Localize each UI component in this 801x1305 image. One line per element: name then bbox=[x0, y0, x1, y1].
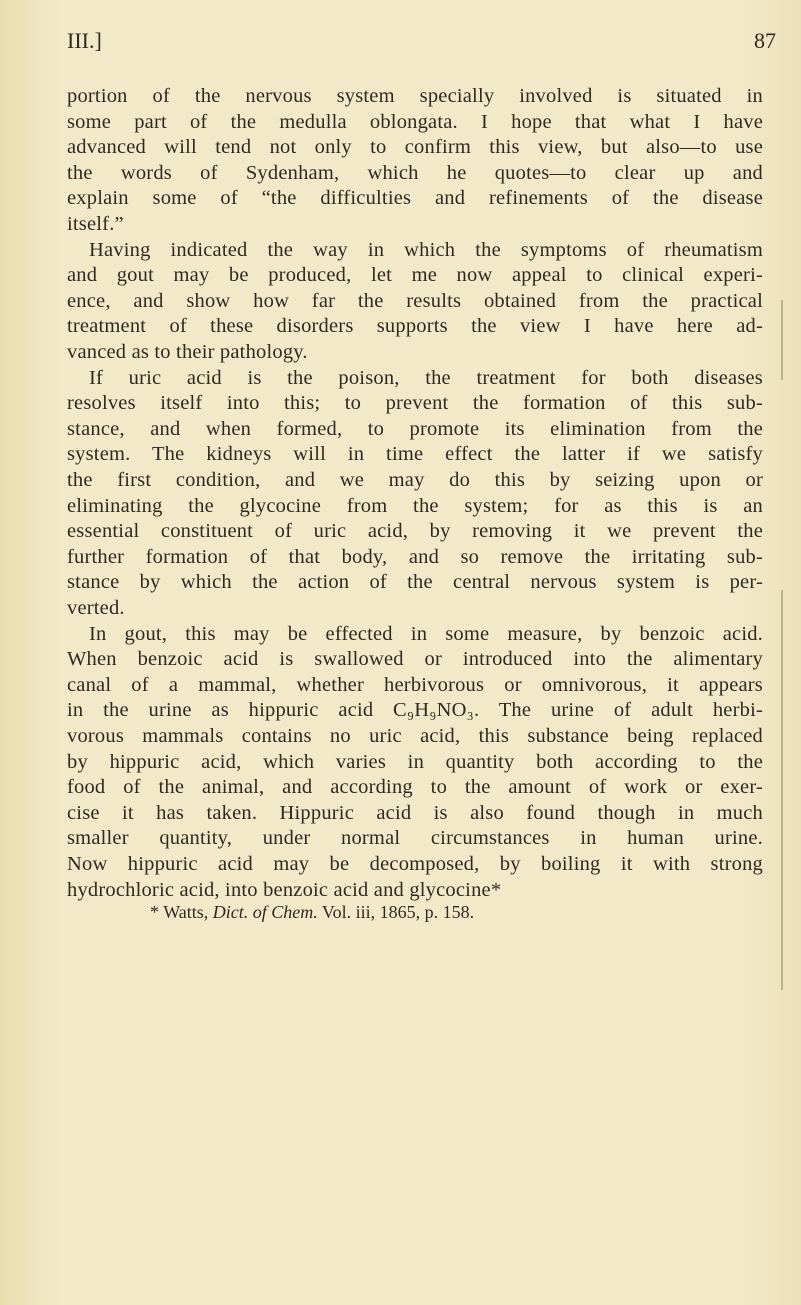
text-line: In gout, this may be effected in some measure, by benzoic acid. bbox=[89, 622, 763, 645]
text-line: food of the animal, and according to the amount of work or exer- bbox=[67, 776, 763, 799]
footnote-rest: Vol. iii, 1865, p. 158. bbox=[321, 902, 475, 922]
text-line: portion of the nervous system specially involved is situated in bbox=[67, 85, 763, 107]
text-line: When benzoic acid is swallowed or introduced into the alimentary bbox=[67, 648, 763, 671]
text-line: canal of a mammal, whether herbivorous or omnivorous, it appears bbox=[67, 673, 763, 696]
footnote bbox=[150, 902, 474, 923]
text-line: vorous mammals contains no uric acid, this substance being replaced bbox=[67, 725, 763, 747]
page-edge-shadow bbox=[781, 590, 783, 990]
text-line: itself.” bbox=[67, 213, 124, 235]
footnote-marker: * bbox=[150, 902, 159, 922]
text-line: ence, and show how far the results obtained from the practical bbox=[67, 289, 763, 312]
text-line: by hippuric acid, which varies in quantity both according to the bbox=[67, 750, 763, 773]
text-line: advanced will tend not only to confirm this view, but also—to use bbox=[67, 136, 763, 159]
footnote-title: Dict. of Chem. bbox=[212, 902, 318, 922]
text-line: explain some of “the difficulties and refinements of the disease bbox=[67, 187, 763, 210]
page-edge-shadow bbox=[781, 300, 783, 380]
text-line: in the urine as hippuric acid C₉H₉NO₃. The urine of adult herbi- bbox=[67, 699, 763, 722]
text-line: the words of Sydenham, which he quotes—to clear up and bbox=[67, 161, 763, 184]
footnote-author: Watts, bbox=[163, 902, 209, 922]
text-line: treatment of these disorders supports the view I have here ad- bbox=[67, 315, 763, 338]
text-line: resolves itself into this; to prevent the formation of this sub- bbox=[67, 392, 763, 415]
text-line: further formation of that body, and so remove the irritating sub- bbox=[67, 545, 763, 568]
text-line: system. The kidneys will in time effect the latter if we satisfy bbox=[67, 443, 763, 466]
text-line: hydrochloric acid, into benzoic acid and glycocine* bbox=[67, 878, 502, 901]
text-line: cise it has taken. Hippuric acid is also found though in much bbox=[67, 801, 763, 824]
text-line: stance by which the action of the central nervous system is per- bbox=[67, 571, 763, 594]
text-line: Having indicated the way in which the symptoms of rheumatism bbox=[89, 238, 763, 261]
text-line: some part of the medulla oblongata. I hope that what I have bbox=[67, 110, 763, 133]
text-line: Now hippuric acid may be decomposed, by boiling it with strong bbox=[67, 853, 763, 875]
text-line: stance, and when formed, to promote its elimination from the bbox=[67, 417, 763, 440]
text-line: vanced as to their pathology. bbox=[67, 341, 308, 363]
chapter-number: III.] bbox=[67, 28, 102, 53]
text-line: eliminating the glycocine from the system; for as this is an bbox=[67, 494, 763, 517]
text-line: verted. bbox=[67, 597, 125, 619]
text-line: essential constituent of uric acid, by removing it we prevent the bbox=[67, 520, 763, 543]
text-line: If uric acid is the poison, the treatment for both diseases bbox=[89, 366, 763, 389]
text-line: the first condition, and we may do this by seizing upon or bbox=[67, 469, 763, 491]
text-line: smaller quantity, under normal circumstances in human urine. bbox=[67, 827, 763, 850]
text-line: and gout may be produced, let me now appeal to clinical experi- bbox=[67, 264, 763, 287]
page-number: 87 bbox=[754, 28, 776, 53]
